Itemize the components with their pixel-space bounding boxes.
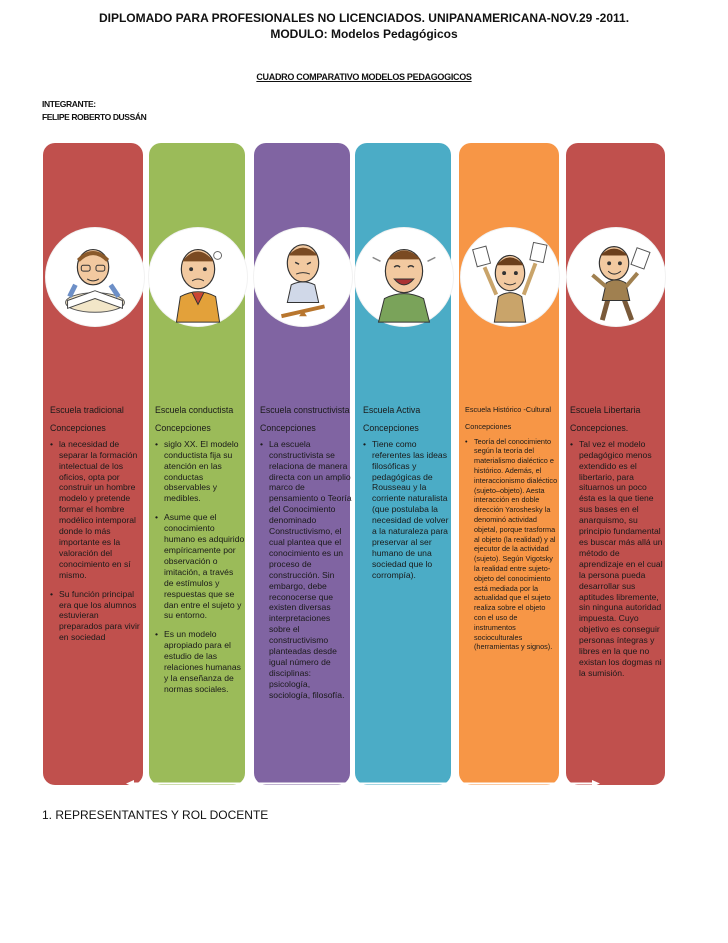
list-item: • Teoría del conocimiento según la teoría del materialismo dialéctico e histórico. Además, el interaccionismo dialéctico (sujeto–objeto). Aesta interacción en doble dirección Yaroshesky la denominó actividad objetal, porque trasforma al objeto (la realidad) y al ejecutor de la actividad (sujeto). Según Vigotsky la realidad entre sujeto-objeto del conocimiento está mediada por la actualidad que el sujeto realiza sobre el objeto con el uso de instrumentos socioculturales (herramientas y signos). bbox=[465, 437, 558, 653]
column-concepts-heading: Concepciones bbox=[155, 422, 211, 433]
list-item: • Su función principal era que los alumnos estuvieran preparados para vivir en sociedad bbox=[50, 589, 142, 644]
list-item: • Asume que el conocimiento humano es adquirido empíricamente por observación o imitación, a través de estímulos y respuestas que se dan entre el sujeto y su entorno. bbox=[155, 512, 245, 621]
column-escuela-libertaria bbox=[566, 143, 665, 785]
list-item: • Es un modelo apropiado para el estudio de las relaciones humanas y la enseñanza de normas sociales. bbox=[155, 629, 245, 694]
document-subtitle: CUADRO COMPARATIVO MODELOS PEDAGOGICOS bbox=[256, 72, 472, 82]
teacher-balancing-icon bbox=[253, 227, 353, 327]
column-bullets bbox=[50, 439, 142, 643]
teacher-laughing-icon bbox=[354, 227, 454, 327]
double-arrow-icon bbox=[126, 780, 600, 787]
list-item: • La escuela constructivista se relaciona de manera directa con un amplio marco de pensamiento o Teoría del Conocimiento denominado Constructivismo, el cual plantea que el conocimiento es un proceso de construcción. Sin embargo, debe reconocerse que existen diversas interpretaciones sobre el constructivismo planteadas desde igual número de disciplinas: psicología, sociología, filosofía. bbox=[260, 439, 352, 701]
teacher-juggling-papers-icon bbox=[460, 227, 560, 327]
column-bullets bbox=[465, 437, 558, 653]
integrante-name: FELIPE ROBERTO DUSSÁN bbox=[42, 112, 147, 122]
column-escuela-tradicional bbox=[43, 143, 143, 785]
column-concepts-heading: Concepciones bbox=[260, 422, 316, 433]
integrante-block bbox=[42, 98, 146, 124]
teacher-dancing-icon bbox=[566, 227, 666, 327]
column-bullets bbox=[260, 439, 352, 701]
column-1-text bbox=[50, 405, 142, 651]
column-concepts-heading: Concepciones bbox=[465, 421, 512, 431]
column-5-text bbox=[465, 405, 558, 660]
column-concepts-heading: Concepciones bbox=[363, 422, 419, 433]
list-item: • la necesidad de separar la formación intelectual de los oficios, opta por construir un hombre modelo y pretende formar el hombre modélico intemporal donde lo más importante es la valoración del conocimiento en sí mismo. bbox=[50, 439, 142, 581]
integrante-label: INTEGRANTE: bbox=[42, 99, 96, 109]
column-title: Escuela Libertaria bbox=[570, 405, 641, 415]
teacher-reading-book-icon bbox=[45, 227, 145, 327]
comparison-columns bbox=[43, 143, 665, 785]
column-escuela-constructivista bbox=[254, 143, 350, 785]
column-title: Escuela constructivista bbox=[260, 405, 350, 415]
column-concepts-heading: Concepciones. bbox=[570, 422, 629, 433]
list-item: • siglo XX. El modelo conductista fija su atención en las conductas observables y medibles. bbox=[155, 439, 245, 504]
column-4-text bbox=[363, 405, 451, 589]
column-title: Escuela Activa bbox=[363, 405, 421, 415]
column-concepts-heading: Concepciones bbox=[50, 422, 106, 433]
column-bullets bbox=[570, 439, 664, 679]
column-3-text bbox=[260, 405, 352, 709]
header-line-1: DIPLOMADO PARA PROFESIONALES NO LICENCIADOS. UNIPANAMERICANA-NOV.29 -2011. bbox=[98, 11, 630, 25]
column-6-text bbox=[570, 405, 664, 687]
header-line-2: MODULO: Modelos Pedagógicos bbox=[270, 27, 458, 41]
list-item: • Tiene como referentes las ideas filosóficas y pedagógicas de Rousseau y la corriente naturalista (que postulaba la necesidad de volver a la naturaleza para preservar al ser humano de una sociedad que lo corrompía). bbox=[363, 439, 451, 581]
document-header bbox=[0, 10, 728, 42]
column-2-text bbox=[155, 405, 245, 703]
teacher-thinking-icon bbox=[148, 227, 248, 327]
column-title: Escuela tradicional bbox=[50, 405, 124, 415]
column-bullets bbox=[155, 439, 245, 695]
column-escuela-historico-cultural bbox=[459, 143, 559, 785]
section-heading: 1. REPRESENTANTES Y ROL DOCENTE bbox=[42, 808, 269, 822]
column-escuela-conductista bbox=[149, 143, 245, 785]
column-title: Escuela Histórico -Cultural bbox=[465, 405, 551, 414]
column-title: Escuela conductista bbox=[155, 405, 234, 415]
column-bullets bbox=[363, 439, 451, 581]
list-item: • Tal vez el modelo pedagógico menos extendido es el libertario, para situarnos un poco ésta es la que tiene sus bases en el anarquismo, su principio fundamental es buscar más allá un método de aprendizaje en el cual la persona pueda desarrollar sus aptitudes libremente, sin ninguna autoridad impuesta. Cuyo objetivo es conseguir personas íntegras y libres en la que no existan los dogmas ni la sumisión. bbox=[570, 439, 664, 679]
column-escuela-activa bbox=[355, 143, 451, 785]
